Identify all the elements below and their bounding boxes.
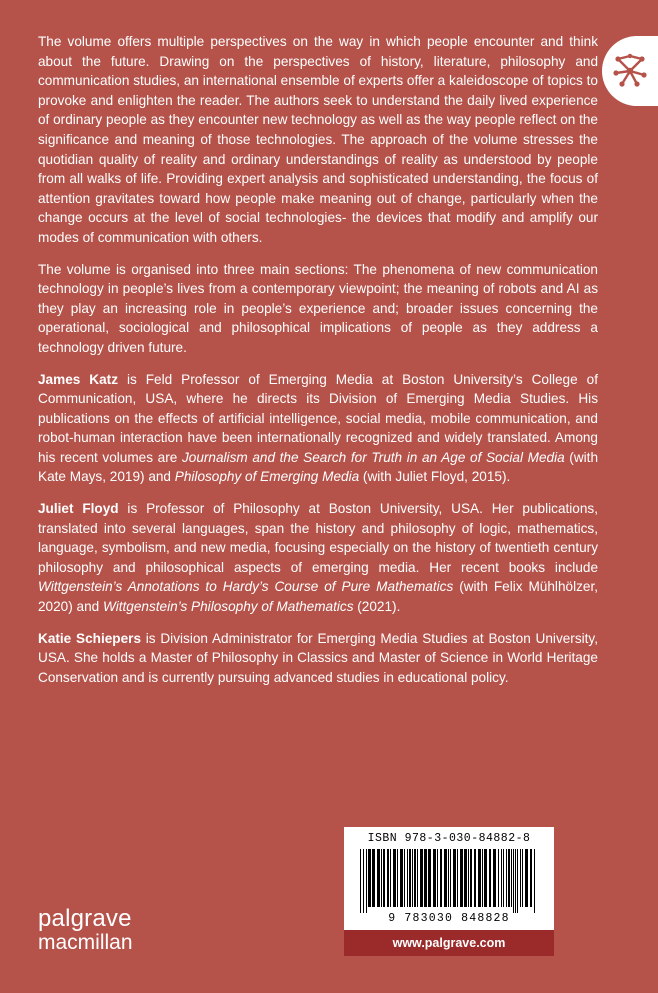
barcode-bar: [407, 849, 408, 907]
barcode-bar: [437, 849, 438, 907]
book-title: Wittgenstein’s Annotations to Hardy’s Course of Pure Mathematics: [38, 579, 454, 595]
barcode-bar: [503, 849, 504, 907]
bio-text: (with Juliet Floyd, 2015).: [359, 469, 511, 485]
barcode-bar: [464, 849, 467, 907]
author-name-katz: James Katz: [38, 371, 118, 387]
publisher-name-line2: macmillan: [38, 931, 133, 954]
barcode-bar: [366, 849, 367, 913]
barcode-bar: [433, 849, 436, 907]
publisher-logo: [38, 907, 133, 955]
barcode-bar: [404, 849, 405, 907]
barcode-bar: [409, 849, 411, 907]
barcode-bar: [484, 849, 487, 907]
barcode-bar: [448, 849, 449, 907]
barcode-bar: [450, 849, 451, 907]
barcode-bar: [372, 849, 375, 907]
bio-text: is Division Administrator for Emerging Media Studies at Boston University, USA. She holds a Master of Philosophy in Classics and Master of Science in World Heritage Conservation and is currently pursuing advanced studies in educational policy.: [38, 630, 598, 685]
barcode-bar: [470, 849, 472, 907]
author-name-floyd: Juliet Floyd: [38, 501, 119, 517]
barcode-bar: [515, 849, 516, 913]
barcode-bar: [517, 849, 518, 913]
cover-text: [38, 32, 598, 699]
bio-text: (with Kate Mays, 2019) and: [38, 449, 599, 485]
barcode-bar: [508, 849, 510, 907]
barcode-bar: [457, 849, 458, 907]
barcode-bar: [520, 849, 521, 907]
barcode-bar: [482, 849, 483, 907]
barcode-digits: 9 783030 848828: [388, 912, 510, 925]
barcode-bar: [440, 849, 442, 907]
barcode-bar: [489, 849, 491, 907]
bio-text: (2021).: [353, 599, 401, 615]
barcode-bar: [390, 849, 391, 907]
barcode-bar: [478, 849, 481, 907]
author-name-schiepers: Katie Schiepers: [38, 630, 141, 646]
barcode-bar: [414, 849, 416, 907]
barcode-bar: [417, 849, 418, 907]
barcode-bar: [393, 849, 396, 907]
barcode-bar: [534, 849, 535, 913]
barcode-bar: [511, 849, 512, 907]
barcode-bar: [383, 849, 385, 907]
bio-floyd: [38, 499, 598, 617]
barcode-bar: [460, 849, 463, 907]
book-title: Philosophy of Emerging Media: [174, 469, 360, 485]
barcode-bar: [420, 849, 423, 907]
bio-text: is Feld Professor of Emerging Media at Boston University’s College of Communication, USA, where he directs its Division of Emerging Media Studies. His publications on the effects of artificial intelligence, social media, mobile communication, and robot-human interaction have been internationally recognized and widely translated. Among his recent volumes are: [38, 371, 598, 465]
palgrave-network-icon: [610, 53, 650, 89]
barcode-bar: [493, 849, 496, 907]
barcode-bar: [424, 849, 427, 907]
barcode-bar: [525, 849, 528, 907]
barcode-bar: [377, 849, 380, 907]
barcode-bar: [397, 849, 398, 907]
bio-text: (with Felix Mühlhölzer, 2020) and: [38, 579, 598, 615]
publisher-url: www.palgrave.com: [344, 930, 554, 956]
barcode-bar: [412, 849, 413, 907]
barcode-bar: [381, 849, 382, 907]
barcode-bar: [468, 849, 469, 907]
barcode-bar: [387, 849, 389, 907]
barcode-bar: [513, 849, 514, 913]
barcode-bar: [368, 849, 371, 907]
barcode-bar: [428, 849, 431, 907]
palgrave-logo-badge: [602, 36, 658, 106]
barcode-bar: [453, 849, 456, 907]
bio-text: is Professor of Philosophy at Boston University, USA. Her publications, translated into several languages, span the history and philosophy of logic, mathematics, language, symbolism, and new media, focusing especially on the history of twentieth century philosophy and philosophical aspects of emerging media. Her recent books include: [38, 501, 598, 575]
publisher-name-line1: palgrave: [38, 905, 132, 932]
barcode-bar: [522, 849, 523, 907]
barcode-bar: [363, 849, 364, 913]
barcode-bar: [501, 849, 502, 907]
barcode-bar: [530, 849, 532, 907]
barcode-bar: [400, 849, 403, 907]
book-title: Wittgenstein’s Philosophy of Mathematics: [103, 599, 354, 615]
isbn-barcode: [344, 827, 554, 930]
isbn-label: ISBN 978-3-030-84882-8: [367, 832, 531, 845]
barcode-bar: [360, 849, 361, 913]
barcode-bar: [474, 849, 476, 907]
description-paragraph-2: The volume is organised into three main sections: The phenomena of new communication technology in people’s lives from a contemporary viewpoint; the meaning of robots and AI as they play an increasing role in people’s experience and; broader issues concerning the operational, sociological and philosophical implications of people as they address a technology driven future.: [38, 261, 598, 355]
barcode-bar: [506, 849, 507, 907]
description-paragraph-1: The volume offers multiple perspectives on the way in which people encounter and think about the future. Drawing on the perspectives of history, literature, philosophy and communication studies, an international ensemble of experts offer a kaleidoscope of topics to provoke and enlighten the reader. The authors seek to understand the daily lived experience of ordinary people as they encounter new technology as well as the way people reflect on the significance and meaning of those technologies. The approach of the volume stresses the quotidian quality of reality and ordinary understandings of reality as understood by people from all walks of life. Providing expert analysis and sophisticated understanding, the focus of attention gravitates toward how people make meaning out of change, particularly when the change occurs at the level of social technologies- the devices that modify and amplify our modes of communication with others.: [38, 34, 598, 245]
book-title: Journalism and the Search for Truth in an Age of Social Media: [181, 449, 565, 465]
barcode-bar: [498, 849, 499, 907]
bio-schiepers: [38, 629, 598, 688]
bio-katz: [38, 370, 598, 488]
barcode-bars: [356, 849, 542, 913]
barcode-bar: [444, 849, 447, 907]
